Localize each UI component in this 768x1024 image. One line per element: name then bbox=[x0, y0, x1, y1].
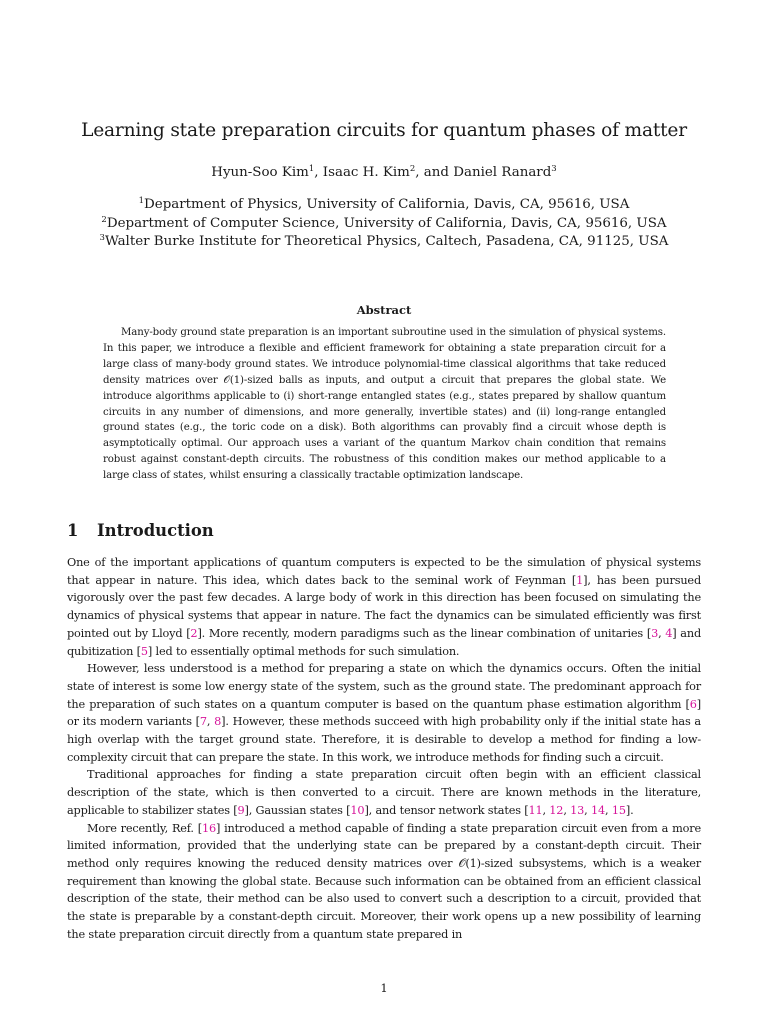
citation-link[interactable]: 11 bbox=[528, 803, 543, 817]
section-heading bbox=[67, 519, 214, 543]
citation-link[interactable]: 12 bbox=[549, 803, 564, 817]
body-text: ] led to essentially optimal methods for such simulation. bbox=[147, 644, 460, 658]
paragraph bbox=[67, 820, 701, 944]
abstract-heading: Abstract bbox=[356, 303, 412, 317]
body-text: ], and tensor network states [ bbox=[364, 803, 529, 817]
paper-title: Learning state preparation circuits for quantum phases of matter bbox=[81, 120, 687, 141]
citation-link[interactable]: 13 bbox=[570, 803, 585, 817]
citation-link[interactable]: 8 bbox=[214, 715, 222, 729]
body-text: ]. bbox=[625, 803, 634, 817]
citation-link[interactable]: 9 bbox=[237, 803, 245, 817]
body-text: One of the important applications of quantum computers is expected to be the simulation of physical systems that appear in nature. This idea, which dates back to the seminal work of Feynman [ bbox=[67, 556, 701, 587]
body-text: , bbox=[206, 715, 215, 729]
citation-link[interactable]: 16 bbox=[201, 821, 216, 835]
body-text: More recently, Ref. [ bbox=[87, 821, 202, 835]
affiliation-list bbox=[0, 196, 768, 252]
citation-link[interactable]: 7 bbox=[199, 715, 207, 729]
body-text: , bbox=[563, 803, 571, 817]
author: Hyun-Soo Kim$^1$ bbox=[211, 164, 315, 180]
author: Daniel Ranard$^3$ bbox=[453, 164, 557, 180]
paragraph bbox=[67, 554, 701, 660]
citation-link[interactable]: 6 bbox=[689, 697, 697, 711]
affiliation: $^1$Department of Physics, University of California, Davis, CA, 95616, USA bbox=[138, 196, 630, 212]
body-text: ] or its modern variants [ bbox=[67, 697, 701, 729]
citation-link[interactable]: 14 bbox=[590, 803, 605, 817]
section-number: 1 bbox=[67, 521, 79, 540]
citation-link[interactable]: 1 bbox=[576, 573, 584, 587]
citation-link[interactable]: 15 bbox=[611, 803, 626, 817]
abstract-text: Many-body ground state preparation is an important subroutine used in the simulation of physical systems. In this paper, we introduce a flexible and efficient framework for obtaining a state preparation circuit for a large class of many-body ground states. We introduce polynomial-time classical algorithms that take reduced density matrices over 𝒪(1)-sized balls as inputs, and output a circuit that prepares the global state. We introduce algorithms applicable to (i) short-range entangled states (e.g., states prepared by shallow quantum circuits in any number of dimensions, and more generally, invertible states) and (ii) long-range entangled ground states (e.g., the toric code on a disk). Both algorithms can provably find a circuit whose depth is asymptotically optimal. Our approach uses a variant of the quantum Markov chain condition that remains robust against constant-depth circuits. The robustness of this condition makes our method applicable to a large class of states, whilst ensuring a classically tractable optimization landscape. bbox=[103, 327, 666, 482]
body-text: ] and qubitization [ bbox=[67, 626, 702, 658]
body-text: However, less understood is a method for preparing a state on which the dynamics occurs. Often the initial state of interest is some low energy state of the system, such as the ground state. The predominant approach for the preparation of such states on a quantum computer is based on the quantum phase estimation algorithm [ bbox=[67, 662, 701, 711]
affiliation: $^3$Walter Burke Institute for Theoretical Physics, Caltech, Pasadena, CA, 91125, USA bbox=[99, 233, 669, 249]
citation-link[interactable]: 2 bbox=[190, 626, 198, 640]
body-text: ]. More recently, modern paradigms such as the linear combination of unitaries [ bbox=[197, 626, 652, 640]
introduction-body bbox=[67, 554, 701, 943]
author-separator: , and bbox=[415, 165, 454, 180]
paragraph bbox=[67, 660, 701, 766]
body-text: , bbox=[542, 803, 550, 817]
section-title: Introduction bbox=[97, 521, 214, 540]
author: Isaac H. Kim$^2$ bbox=[322, 164, 416, 180]
body-text: Traditional approaches for finding a state preparation circuit often begin with an efficient classical description of the state, which is then converted to a circuit. There are known methods in the literature, applicable to stabilizer states [ bbox=[67, 768, 701, 817]
body-text: ] introduced a method capable of finding a state preparation circuit even from a more limited information, provided that the underlying state can be prepared by a constant-depth circuit. Their method only requires knowing the reduced density matrices over 𝒪(1)-sized subsystems, which is a weaker requirement than knowing the global state. Because such information can be obtained from an efficient classical description of the state, their method can be also used to convert such a description to a circuit, provided that the state is preparable by a constant-depth circuit. Moreover, their work opens up a new possibility of learning the state preparation circuit directly from a quantum state prepared in bbox=[67, 821, 701, 941]
body-text: , bbox=[658, 626, 666, 640]
citation-link[interactable]: 4 bbox=[665, 626, 673, 640]
affiliation: $^2$Department of Computer Science, University of California, Davis, CA, 95616, USA bbox=[101, 214, 667, 231]
citation-link[interactable]: 10 bbox=[350, 803, 365, 817]
citation-link[interactable]: 3 bbox=[651, 626, 659, 640]
author-list bbox=[0, 163, 768, 183]
body-text: ], has been pursued vigorously over the past few decades. A large body of work in this direction has been focused on simulating the dynamics of physical systems that appear in nature. The fact the dynamics can be simulated efficiently was first pointed out by Lloyd [ bbox=[67, 573, 701, 640]
body-text: , bbox=[605, 803, 612, 817]
citation-link[interactable]: 5 bbox=[140, 644, 148, 658]
body-text: ]. However, these methods succeed with high probability only if the initial state has a high overlap with the target ground state. Therefore, it is desirable to develop a method for finding a low-complexity circuit that can prepare the state. In this work, we introduce methods for finding such a circuit. bbox=[67, 715, 701, 764]
body-text: ], Gaussian states [ bbox=[244, 803, 351, 817]
page-number: 1 bbox=[380, 981, 388, 995]
author-separator: , bbox=[314, 165, 323, 180]
paragraph bbox=[67, 766, 701, 819]
body-text: , bbox=[584, 803, 591, 817]
